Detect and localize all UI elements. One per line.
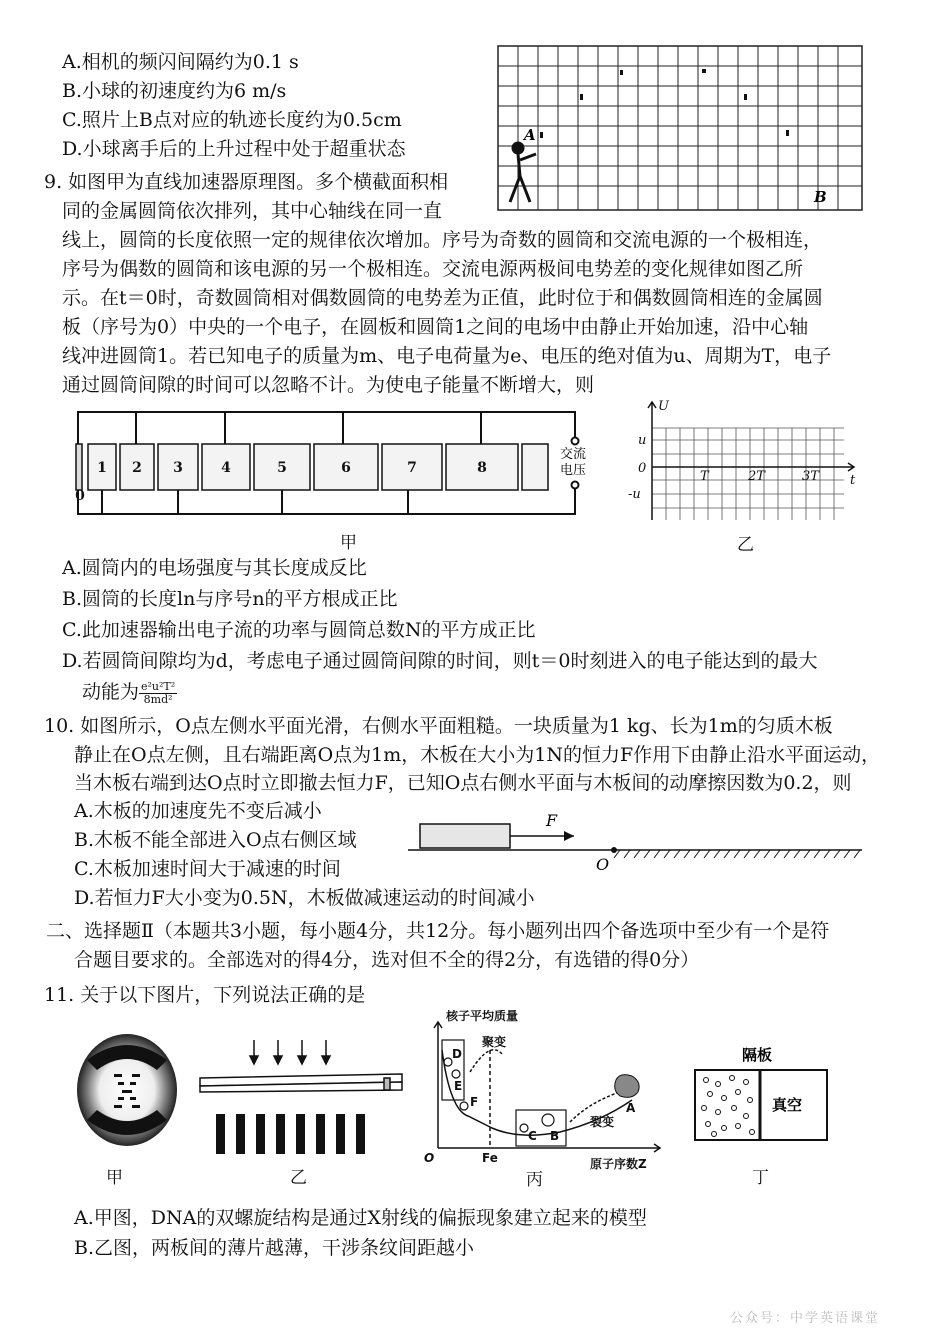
tube-6: 6 <box>341 460 351 476</box>
nucleon-mass-curve <box>420 1010 680 1170</box>
q8-option-a: A.相机的频闪间隔约为0.1 s <box>62 51 299 73</box>
bing-origin: O <box>424 1151 435 1165</box>
bing-pt-F: F <box>470 1095 479 1109</box>
tube-7: 7 <box>407 460 417 476</box>
tube-2: 2 <box>132 460 142 476</box>
q9-line-4: 序号为偶数的圆筒和该电源的另一个极相连。交流电源两极间电势差的变化规律如图乙所 <box>62 258 804 280</box>
bing-pt-C: C <box>528 1129 537 1143</box>
square-wave-figure <box>622 398 862 528</box>
caption-yi-q9: 乙 <box>737 535 754 555</box>
q9-line-2: 同的金属圆筒依次排列，其中心轴线在同一直 <box>62 200 443 222</box>
tick-0: 0 <box>638 461 647 476</box>
point-b-label: B <box>814 188 827 206</box>
q8-strobe-figure <box>496 44 866 214</box>
tube-3: 3 <box>173 460 183 476</box>
bing-pt-E: E <box>454 1079 463 1093</box>
tick-T: T <box>700 469 709 484</box>
point-a-label: A <box>524 126 536 144</box>
q9-line-6: 板（序号为0）中央的一个电子，在圆板和圆筒1之间的电场中由静止开始加速，沿中心轴 <box>62 316 809 338</box>
bing-fe: Fe <box>482 1151 498 1165</box>
ding-vacuum-label: 真空 <box>772 1096 803 1114</box>
wedge-interference-figure <box>196 1038 416 1156</box>
bing-x-label: 原子序数Z <box>590 1157 647 1170</box>
plate-0-label: 0 <box>75 488 85 504</box>
board-force-figure <box>404 806 866 876</box>
ball-positions <box>540 69 789 138</box>
section-2-line-2: 合题目要求的。全部选对的得4分，选对但不全的得2分，有选错的得0分） <box>74 949 700 971</box>
caption-jia-q9: 甲 <box>340 533 357 553</box>
q9-option-d: D.若圆筒间隙均为d，考虑电子通过圆筒间隙的时间，则t＝0时刻进入的电子能达到的最大 <box>62 650 818 672</box>
q10-option-b: B.木板不能全部进入O点右侧区域 <box>74 829 357 851</box>
tube-1: 1 <box>97 460 107 476</box>
q9-line-7: 线冲进圆筒1。若已知电子的质量为m、电子电荷量为e、电压的绝对值为u、周期为T，电子 <box>62 345 832 367</box>
q10-option-a: A.木板的加速度先不变后减小 <box>74 800 322 822</box>
q8-option-c: C.照片上B点对应的轨迹长度约为0.5cm <box>62 109 402 131</box>
caption-yi-q11: 乙 <box>290 1168 307 1188</box>
bing-y-label: 核子平均质量 <box>446 1010 519 1023</box>
linear-accelerator-figure <box>70 402 600 522</box>
tick-neg-u: -u <box>628 487 641 502</box>
q9-option-b: B.圆筒的长度ln与序号n的平方根成正比 <box>62 588 398 610</box>
q11-option-b: B.乙图，两板间的薄片越薄，干涉条纹间距越小 <box>74 1237 475 1259</box>
section-2-line-1: 二、选择题Ⅱ（本题共3小题，每小题4分，共12分。每小题列出四个备选项中至少有一个是符 <box>46 920 830 942</box>
q9-option-c: C.此加速器输出电子流的功率与圆筒总数N的平方成正比 <box>62 619 536 641</box>
watermark: 公众号：中学英语课堂 <box>729 1311 880 1326</box>
q8-option-b: B.小球的初速度约为6 m/s <box>62 80 287 102</box>
force-F-label: F <box>546 811 558 830</box>
tick-3T: 3T <box>802 469 819 484</box>
bing-pt-D: D <box>452 1047 462 1061</box>
q9-option-a: A.圆筒内的电场强度与其长度成反比 <box>62 557 367 579</box>
partition-vacuum-figure <box>692 1044 832 1150</box>
tube-4: 4 <box>221 460 231 476</box>
caption-bing-q11: 丙 <box>526 1170 543 1190</box>
tube-8: 8 <box>477 460 487 476</box>
q9-line-1: 9. 如图甲为直线加速器原理图。多个横截面积相 <box>44 171 449 193</box>
bing-pt-B: B <box>550 1129 560 1143</box>
axis-u-label: U <box>658 399 669 414</box>
q9-line-3: 线上，圆筒的长度依照一定的规律依次增加。序号为奇数的圆筒和交流电源的一个极相连， <box>62 229 823 251</box>
q10-option-d: D.若恒力F大小变为0.5N，木板做减速运动的时间减小 <box>74 887 535 909</box>
tube-5: 5 <box>277 460 287 476</box>
source-label-2: 电压 <box>560 463 587 478</box>
bing-pt-A: A <box>626 1101 636 1115</box>
q9-option-d-cont: 动能为 $\frac{\text{e²u²T²}}{\text{8md²}}$ <box>82 679 176 706</box>
xray-diffraction-image <box>72 1030 182 1150</box>
caption-jia-q11: 甲 <box>106 1168 123 1188</box>
tick-u: u <box>638 433 647 448</box>
axis-t-label: t <box>850 473 856 488</box>
bing-fusion: 聚变 <box>482 1035 507 1049</box>
q10-line-1: 10. 如图所示，O点左侧水平面光滑，右侧水平面粗糙。一块质量为1 kg、长为1m的匀质木板 <box>44 715 833 737</box>
caption-ding-q11: 丁 <box>752 1168 769 1188</box>
q11-stem: 11. 关于以下图片，下列说法正确的是 <box>44 984 366 1006</box>
tick-2T: 2T <box>748 469 765 484</box>
q10-line-3: 当木板右端到达O点时立即撤去恒力F，已知O点右侧水平面与木板间的动摩擦因数为0.2，则 <box>74 772 852 794</box>
bing-fission: 裂变 <box>590 1115 615 1129</box>
q9-line-5: 示。在t＝0时，奇数圆筒相对偶数圆筒的电势差为正值，此时位于和偶数圆筒相连的金属圆 <box>62 287 823 309</box>
q11-option-a: A.甲图，DNA的双螺旋结构是通过X射线的偏振现象建立起来的模型 <box>74 1207 647 1229</box>
source-label-1: 交流 <box>560 447 587 462</box>
q10-line-2: 静止在O点左侧，且右端距离O点为1m，木板在大小为1N的恒力F作用下由静止沿水平面运动， <box>74 744 881 766</box>
kinetic-energy-fraction: $\frac{\text{e²u²T²}}{\text{8md²}}$ <box>141 679 176 706</box>
ding-wall-label: 隔板 <box>742 1046 773 1064</box>
q10-option-c: C.木板加速时间大于减速的时间 <box>74 858 341 880</box>
q9-line-8: 通过圆筒间隙的时间可以忽略不计。为使电子能量不断增大，则 <box>62 374 595 396</box>
point-O-label: O <box>596 855 610 874</box>
thrower-figure <box>510 143 536 202</box>
q8-option-d: D.小球离手后的上升过程中处于超重状态 <box>62 138 406 160</box>
